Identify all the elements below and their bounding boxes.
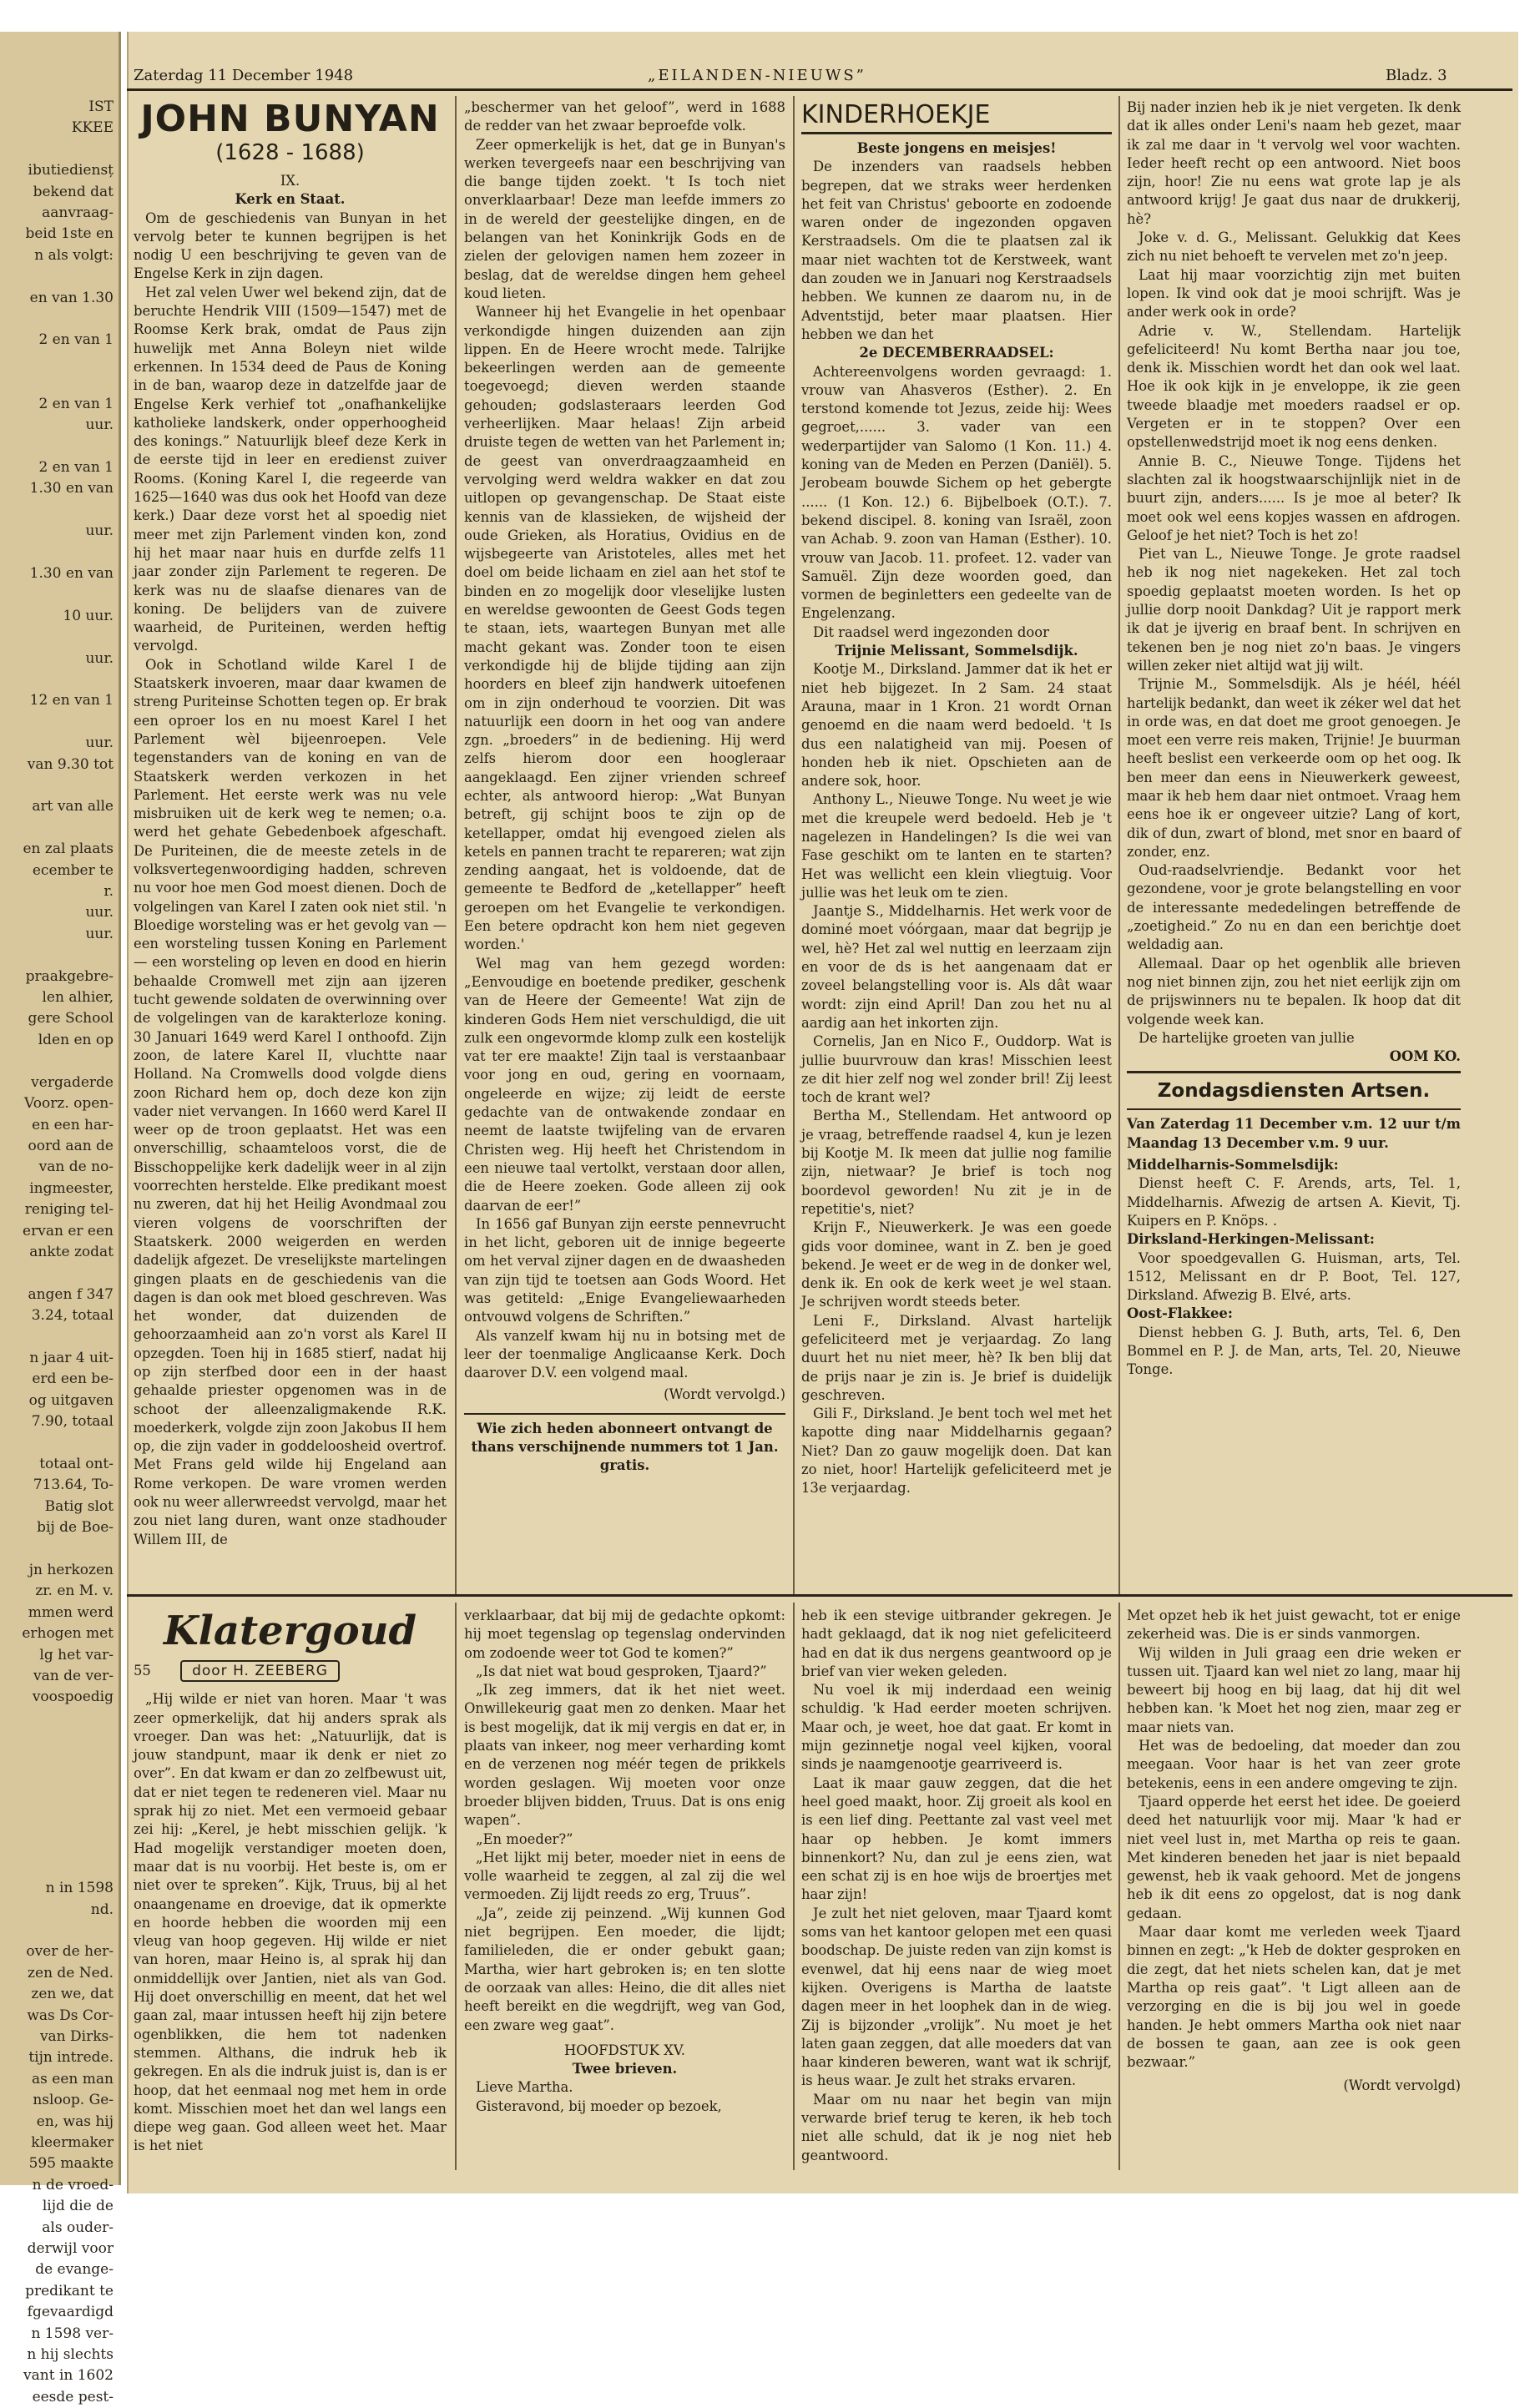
artsen-place: Oost-Flakkee: <box>1127 1305 1233 1322</box>
letter-reply: Annie B. C., Nieuwe Tonge. Tijdens het slachten zal ik hoogstwaarschijnlijk niet in de buurt zijn, anders...... Is je moe al beter? Ik moet ook wel eens kopjes wassen en afdrogen. Geloof je het niet? Toch is het zo! <box>1127 452 1461 543</box>
column-divider <box>455 1603 457 2170</box>
letter-reply: Laat hij maar voorzichtig zijn met buiten lopen. Ik vind ook dat je mooi schrijft. Was je ander werk ook in orde? <box>1127 266 1461 321</box>
kinderhoekje-column <box>801 98 1112 1498</box>
klatergoud-column-2 <box>464 1607 785 2116</box>
story-paragraph: Maar om nu naar het begin van mijn verwarde brief terug te keren, ik heb toch niet alle schuld, dat ik je nog niet heb geantwoord. <box>801 2091 1112 2163</box>
bunyan-part: IX. <box>280 173 300 189</box>
klatergoud-author: door H. ZEEBERG <box>180 1660 340 1682</box>
story-paragraph: Maar daar komt me verleden week Tjaard binnen en zegt: „'k Heb de dokter gesproken en die zegt, dat het niets schelen kan, dat je met Martha op reis gaat”. 't Ligt alleen aan de verzorging en die is bij jou wel in goede handen. Je hebt ommers Martha ook niet naar de bossen te gaan, aan zee is ook geen bezwaar.” <box>1127 1924 1461 2071</box>
bunyan-years: (1628 - 1688) <box>215 140 365 165</box>
header-rule <box>127 88 1512 91</box>
bunyan-paragraph: In 1656 gaf Bunyan zijn eerste pennevrucht in het licht, geboren uit de innige begeerte om het verval zijner dagen en de dwaasheden van zijn tijd te toetsen aan Gods Woord. Het was getiteld: „Enige Evangeliewaarheden ontvouwd volgens de Schriften.” <box>464 1215 785 1325</box>
bunyan-vervolg: (Wordt vervolgd.) <box>664 1386 785 1403</box>
previous-page-spine <box>0 32 121 2405</box>
bunyan-column-2 <box>464 98 785 1476</box>
letter-reply: Bij nader inzien heb ik je niet vergeten. Ik denk dat ik alles onder Leni's naam heb gezet, maar ik zal me daar in 't vervolg wel voor wachten. Ieder heeft recht op een antwoord. Niet boos zijn, hoor! Zie nu eens wat grote lap je als antwoord krijg! Je gaat dus naar de drukkerij, hè? <box>1127 99 1461 227</box>
kinderhoekje-column-2 <box>1127 98 1461 1380</box>
klatergoud-column-4 <box>1127 1607 1461 2096</box>
bunyan-paragraph: Om de geschiedenis van Bunyan in het vervolg beter te kunnen begrijpen is het nodig U een beschrijving te geven van de Engelse Kerk in zijn dagen. <box>134 210 447 282</box>
story-paragraph: „En moeder?” <box>476 1830 573 1847</box>
bunyan-paragraph: Wanneer hij het Evangelie in het openbaar verkondigde hingen duizenden aan zijn lippen. En de Heere wrocht mede. Talrijke bekeerlingen werden aan de gemeente toegevoegd; dieven werden staande gehouden; godslasteraars leerden God verheerlijken. Maar helaas! Zijn arbeid druiste tegen de wetten van het Parlement in; de geest van onverdraagzaamheid en vervolging werd weldra wakker en dat zou uitlopen op gevangenschap. De Staat eiste kennis van de klassieken, de wijsheid der oude Grieken, als Horatius, Ovidius en de wijsbegeerte van Aristoteles, alles met het doel om beide lichaam en ziel aan het stof te binden en zo mogelijk door vleselijke lusten en wereldse gewoonten de Geest Gods tegen te staan, iets, waartegen Bunyan met alle macht gekant was. Zonder toon te eisen verkondigde hij de blijde tijding aan zijn hoorders en bleef zijn handwerk uitoefenen om in zijn onderhoud te voorzien. Dit was natuurlijk een doorn in het oog van andere zgn. „broeders” in de bediening. Hij werd zelfs hierom door een hoogleraar aangeklaagd. Een zijner vrienden schreef echter, als antwoord hierop: „Wat Bunyan betreft, gij schijnt boos te zijn op de ketellapper, omdat hij evengoed zielen als ketels en pannen tracht te repareren; wat zijn zending aangaat, het is voldoende, dat de gemeente te Bedford de „ketellapper” heeft geroepen om het Evangelie te verkondigen. Een betere opdracht kon hem niet gegeven worden.' <box>464 304 785 953</box>
klatergoud-column-3 <box>801 1607 1112 2165</box>
raadsel-sender: Trijnie Melissant, Sommelsdijk. <box>835 643 1078 659</box>
story-paragraph: Nu voel ik mij inderdaad een weinig schuldig. 'k Had eerder moeten schrijven. Maar och, je weet, hoe dat gaat. Er komt in mijn gezinnetje nogal veel kijken, vooral sinds je naamgenootje gearriveerd is. <box>801 1682 1112 1773</box>
letter-reply: Kootje M., Dirksland. Jammer dat ik het er niet heb bijgezet. In 2 Sam. 24 staat Arauna, maar in 1 Kron. 21 wordt Ornan genoemd en die naam werd bedoeld. 't Is dus een nalatigheid van mij. Poesen of honden heb ik niet. Opschieten aan de andere sok, hoor. <box>801 661 1112 790</box>
bunyan-title: JOHN BUNYAN <box>140 98 440 140</box>
klatergoud-title: Klatergoud <box>163 1608 417 1654</box>
klatergoud-byline <box>134 1660 447 1682</box>
letter-reply: Piet van L., Nieuwe Tonge. Je grote raadsel heb ik nog niet nagekeken. Het zal toch spoedig geplaatst moeten worden. Is het op jullie dorp nooit Dankdag? Uit je rapport merk ik dat je ijverig en braaf bent. In schrijven en tekenen ben je nog niet zo'n baas. Je vingers willen zeker niet altijd wat jij wilt. <box>1127 546 1461 674</box>
column-divider <box>793 96 795 1594</box>
letter-reply: Adrie v. W., Stellendam. Hartelijk gefeliciteerd! Nu komt Bertha naar jou toe, denk ik. Misschien wordt het dan ook wel laat. Hoe ik ook kijk in je enveloppe, ik zie geen tweede blaadje met moeders raadsel er op. Vergeten er in te stoppen? Over een opstellenwedstrijd moet ik nog eens denken. <box>1127 322 1461 451</box>
letter-reply: Joke v. d. G., Melissant. Gelukkig dat Kees zich nu niet behoeft te vervelen met zo'n jeep. <box>1127 230 1461 265</box>
bunyan-paragraph: Als vanzelf kwam hij nu in botsing met de leer der toenmalige Anglicaanse Kerk. Doch daarover D.V. een volgend maal. <box>464 1327 785 1381</box>
letter-reply: Anthony L., Nieuwe Tonge. Nu weet je wie met die kreupele werd bedoeld. Heb je 't nagelezen in Handelingen? Is die wei van Fase geschikt om te lanten en te starten? Het was wellicht een klein vliegtuig. Voor jullie was het leuk om te zien. <box>801 791 1112 901</box>
story-paragraph: Met opzet heb ik het juist gewacht, tot er enige zekerheid was. Die is er sinds vanmorgen. <box>1127 1608 1461 1643</box>
header-paper-name: „EILANDEN-NIEUWS” <box>648 67 866 84</box>
artsen-place: Dirksland-Herkingen-Melissant: <box>1127 1231 1375 1248</box>
header-page-number: Bladz. 3 <box>1386 67 1447 84</box>
artsen-text: Dienst hebben G. J. Buth, arts, Tel. 6, Den Bommel en P. J. de Man, arts, Tel. 20, Nieuwe Tonge. <box>1127 1324 1461 1378</box>
chapter-title: HOOFDSTUK XV. <box>564 2042 685 2058</box>
story-paragraph: „Het lijkt mij beter, moeder niet in eens de volle waarheid te zeggen, al zal zij die wel vermoeden. Zij lijdt reeds zo erg, Truus”. <box>464 1849 785 1903</box>
artsen-period: Van Zaterdag 11 December v.m. 12 uur t/m Maandag 13 December v.m. 9 uur. <box>1127 1116 1461 1151</box>
story-paragraph: verklaarbaar, dat bij mij de gedachte opkomt: hij moet tegenslag op tegenslag ondervinden om zodoende weer tot God te komen?” <box>464 1608 785 1661</box>
letter-start: Gisteravond, bij moeder op bezoek, <box>476 2098 722 2114</box>
bunyan-section-title: Kerk en Staat. <box>235 191 346 208</box>
column-divider <box>1118 1603 1120 2170</box>
kinderhoekje-signature: OOM KO. <box>1389 1048 1461 1065</box>
bunyan-paragraph: Het zal velen Uwer wel bekend zijn, dat de beruchte Hendrik VIII (1509—1547) met de Roomse Kerk brak, omdat de Paus zijn huwelijk met Anna Boleyn niet wilde erkennen. In 1534 deed de Paus de Koning in de ban, waarop deze in datzelfde jaar de Engelse Kerk verhief tot „onafhankelijke katholieke landskerk, onder opperhoogheid des konings.” Natuurlijk bleef deze Kerk in de eerste tijd in leer en eredienst zuiver Rooms. (Koning Karel I, die regeerde van 1625—1640 was dus ook het Hoofd van deze kerk.) Daar deze vorst het al spoedig niet meer met zijn Parlement vinden kon, zond hij het maar naar huis en durfde zelfs 11 jaar zonder zijn Parlement te regeren. De kerk was nu de slaafse dienares van de koning. De belijders van de zuivere waarheid, de Puriteinen, werden heftig vervolgd. <box>134 284 447 654</box>
letter-reply: Gili F., Dirksland. Je bent toch wel met het kapotte ding naar Middelharnis gegaan? Niet? Dan zo gauw mogelijk doen. Dat kan zo niet, hoor! Hartelijk gefeliciteerd met je 13e verjaardag. <box>801 1406 1112 1497</box>
kinderhoekje-greeting: Beste jongens en meisjes! <box>856 140 1057 156</box>
bunyan-paragraph: Ook in Schotland wilde Karel I de Staatskerk invoeren, maar daar kwamen de streng Puriteinse Schotten tegen op. Er brak een oproer los en nu moest Karel I het Parlement wèl bijeenroepen. Vele tegenstanders van de koning en van de Staatskerk werden verkozen in het Parlement. Het eerste werk was nu vele misbruiken uit de kerk weg te nemen; o.a. werd het gehate Gebedenboek afgeschaft. De Puriteinen, die de meeste zetels in de volksvertegenwoordiging hadden, schreven nu voor hoe men God moest dienen. Doch de volgelingen van Karel I zaten ook niet stil. 'n Bloedige worsteling was er het gevolg van — een worsteling tussen Koning en Parlement — een worsteling op leven en dood en hierin behaalde Cromwell met zijn aan ijzeren tucht gewende soldaten de overwinning over de volgelingen van de karakterloze koning. 30 Januari 1649 werd Karel I onthoofd. Zijn zoon, de latere Karel II, vluchtte naar Holland. Na Cromwells dood volgde diens zoon Richard hem op, doch deze kon zijn vader niet vervangen. In 1660 werd Karel II weer op de troon geplaatst. Het was een onverschillig, schaamteloos vorst, die de Bisschoppelijke kerk dadelijk weer in al zijn voorrechten herstelde. Elke predikant moest nu zweren, dat hij het Heilig Avondmaal zou vieren volgens de voorschriften der Staatskerk. 2000 weigerden en werden dadelijk afgezet. De vreselijkste martelingen gingen plaats en de geschiedenis van die dagen is dan ook met bloed geschreven. Was het wonder, dat duizenden de gehoorzaamheid aan zo'n vorst als Karel II opzegden. Toen hij in 1685 stierf, nadat hij op zijn sterfbed door een in der haast gehaalde priester opgenomen was in de schoot der alleenzaligmakende R.K. moederkerk, volgde zijn zoon Jakobus II hem op, die zijn vader in goddeloosheid overtrof. Met Frans geld wilde hij Engeland aan Rome verkopen. De ware vromen werden ook nu weer allerwreedst vervolgd, maar het zou niet lang duren, want onze stadhouder Willem III, de <box>134 656 447 1547</box>
story-paragraph: Tjaard opperde het eerst het idee. De goeierd deed het natuurlijk voor mij. Maar 'k had er niet veel lust in, met Martha op reis te gaan. Met kinderen beneden het jaar is niet bepaald gewenst, heb ik vaak gehoord. Met de jongens heb ik dit eens zo opgelost, dat is nog dank gedaan. <box>1127 1793 1461 1921</box>
klatergoud-mark: 55 <box>134 1663 151 1679</box>
scan-top-margin <box>0 0 1540 33</box>
raadsel-sender-line: Dit raadsel werd ingezonden door <box>813 623 1049 640</box>
letter-reply: Trijnie M., Sommelsdijk. Als je héél, héél hartelijk bedankt, dan weet ik zéker wel dat het in orde was, en dat doet me groot genoegen. Je moet een verre reis maken, Trijnie! Je buurman heeft beslist een verkeerde oom op het oog. Ik ben meer dan eens in Nieuwerkerk geweest, maar ik heb hem daar niet ontmoet. Vraag hem eens hoe ik er ongeveer uitzie? Lang of kort, dik of dun, zwart of blond, met snor en baard of zonder, enz. <box>1127 676 1461 860</box>
artsen-place: Middelharnis-Sommelsdijk: <box>1127 1157 1339 1174</box>
story-paragraph: Wij wilden in Juli graag een drie weken er tussen uit. Tjaard kan wel niet zo lang, maar hij beweert bij hoog en bij laag, dat hij dit wel hebben kan. 'k Moet het nog zien, maar zeg er maar niets van. <box>1127 1644 1461 1735</box>
letter-salutation: Lieve Martha. <box>476 2079 573 2096</box>
klatergoud-column-1 <box>134 1607 447 2156</box>
header-date: Zaterdag 11 December 1948 <box>134 67 354 84</box>
story-paragraph: „Hij wilde er niet van horen. Maar 't was zeer opmerkelijk, dat hij anders sprak als vroeger. Dan was het: „Natuurlijk, dat is jouw standpunt, maar ik denk er niet zo over”. En dat kwam er dan zo zelfbewust uit, dat er niet tegen te redeneren viel. Maar nu sprak hij zo niet. Met een vermoeid gebaar zei hij: „Kerel, je hebt misschien gelijk. 'k Had mogelijk verstandiger moeten doen, maar dat is nu voorbij. Het beste is, om er niet over te spreken”. Kijk, Truus, bij al het onaangename en droevige, dat ik opmerkte en hoorde hebben die woorden mij een vleug van hoop gegeven. Hij wilde er niet van horen, maar Heino is, al sprak hij dan onmiddellijk over Jantien, niet als van God. Hij doet onverschillig en meent, dat het wel gaan zal, maar intussen heeft hij zijn betere ogenblikken, die hem tot nadenken stemmen. Althans, die indruk heb ik gekregen. En als die indruk juist is, dan is er hoop, dat het eenmaal nog met hem in orde komt. Misschien moet het dan wel langs een diepe weg gaan. God alleen weet het. Maar is het niet <box>134 1691 447 2154</box>
section-rule <box>127 1594 1512 1597</box>
column-divider <box>793 1603 795 2170</box>
letter-reply: Leni F., Dirksland. Alvast hartelijk gefeliciteerd met je verjaardag. Zo lang duurt het nu niet meer, hè? Ik ben blij dat de prijs naar je zin is. Je brief is duidelijk geschreven. <box>801 1312 1112 1403</box>
letter-reply: Oud-raadselvriendje. Bedankt voor het gezondene, voor je grote belangstelling en voor de interessante mededelingen betreffende de „zoetigheid.” Zo nu en dan een berichtje doet weldadig aan. <box>1127 862 1461 953</box>
kinderhoekje-closing: De hartelijke groeten van jullie <box>1139 1029 1355 1046</box>
bunyan-paragraph: Wel mag van hem gezegd worden: „Eenvoudige en boetende prediker, geschenk van de Heere der Gemeente! Wat zijn de kinderen Gods Hem niet verschuldigd, die uit zulk een ongevormde klomp zulk een kostelijk vat ter ere maakte! Zijn taal is verstaanbaar voor jong en oud, gering en voornaam, ongeleerde en wijze; zij leidt de eerste gedachte van de ontwakende zondaar en neemt de laatste twijfeling van de ervaren Christen weg. Hij heeft het Christendom in een nieuwe taal vertolkt, verstaan door allen, die de Heere zoeken. Gode alleen zij ook daarvan de eer!” <box>464 955 785 1214</box>
story-paragraph: „Is dat niet wat boud gesproken, Tjaard?” <box>476 1663 767 1679</box>
spine-text: IST KKEE ibutiediensț bekend dat aanvraag- beid 1ste en n als volgt: en van 1.30 2 en van 1 2 en van 1 uur. 2 en van 1 1.30 en van uur. 1.30 en van 10 uur. uur. 12 en van 1 uur. van 9.30 tot art van alle en zal plaats ecember te r. uur. uur. praakgebre- len alhier, gere School lden en op vergaderde Voorz. open- en een har- oord aan de van de no- ingmeester, reniging tel- ervan er een ankte zodat angen f 347 3.24, totaal n jaar 4 uit- erd een be- og uitgaven 7.90, totaal totaal ont- 713.64, To- Batig slot bij de Boe- jn herkozen zr. en M. v. mmen werd erhogen met lg het var- van de ver- voospoedig n in 1598 nd. over de her- zen de Ned. zen we, dat was Ds Cor- van Dirks- tijn intrede. as een man nsloop. Ge- en, was hij kleermaker 595 maakte n de vroed- lijd die de als ouder- derwijl voor de evange- predikant te fgevaardigd n 1598 ver- n hij slechts vant in 1602 eesde pest- <box>22 98 114 2405</box>
artsen-text: Dienst heeft C. F. Arends, arts, Tel. 1, Middelharnis. Afwezig de artsen A. Kievit, Tj. Kuipers en P. Knöps. . <box>1127 1175 1461 1229</box>
klatergoud-vervolg: (Wordt vervolgd) <box>1343 2077 1461 2094</box>
artsen-text: Voor spoedgevallen G. Huisman, arts, Tel. 1512, Melissant en dr P. Boot, Tel. 127, Dirksland. Afwezig B. Elvé, arts. <box>1127 1249 1461 1304</box>
bunyan-column-1 <box>134 98 447 1549</box>
column-divider <box>1118 96 1120 1594</box>
story-paragraph: Je zult het niet geloven, maar Tjaard komt soms van het kantoor gelopen met een quasi boodschap. De juiste reden van zijn komst is evenwel, dat hij eens naar de wieg moet kijken. Overigens is Martha de laatste dagen meer in het loophek dan in de wieg. Zij is bijzonder „vrolijk”. Nu moet je het laten gaan zeggen, dat alle moeders dat van haar kinderen beweren, want wat ik schrijf, is heus waar. Je zult het straks ervaren. <box>801 1905 1112 2089</box>
subscription-notice: Wie zich heden abonneert ontvangt de thans verschijnende nummers tot 1 Jan. gratis. <box>464 1413 785 1476</box>
story-paragraph: Het was de bedoeling, dat moeder dan zou meegaan. Voor haar is het van zeer grote betekenis, eens in een andere omgeving te zijn. <box>1127 1738 1461 1791</box>
bunyan-paragraph: Zeer opmerkelijk is het, dat ge in Bunyan's werken tevergeefs naar een beschrijving van die bange tijden zoekt. 't Is toch niet onverklaarbaar! Deze man leefde immers zo in de wereld der geestelijke dingen, en de belangen van het Koninkrijk Gods en de zielen der gelovigen namen hem zozeer in beslag, dat de wereldse dingen hem geheel koud lieten. <box>464 136 785 301</box>
letter-reply: Cornelis, Jan en Nico F., Ouddorp. Wat is jullie buurvrouw dan kras! Misschien leest ze dit hier zelf nog wel zonder bril! Zij leest toch de krant wel? <box>801 1033 1112 1106</box>
bunyan-paragraph: „beschermer van het geloof”, werd in 1688 de redder van het zwaar beproefde volk. <box>464 99 785 134</box>
story-paragraph: heb ik een stevige uitbrander gekregen. Je hadt geklaagd, dat ik nog niet gefeliciteerd had en dat ik dus nergens geantwoord op je brief van vier weken geleden. <box>801 1608 1112 1679</box>
story-paragraph: „Ja”, zeide zij peinzend. „Wij kunnen God niet begrijpen. Een moeder, die lijdt; familieleden, die er onder gebukt gaan; Martha, wier hart gebroken is; en ten slotte de oorzaak van alles: Heino, die dit alles niet heeft bereikt en die wegdrijft, weg van God, een zware weg gaat”. <box>464 1905 785 2033</box>
letter-reply: Bertha M., Stellendam. Het antwoord op je vraag, betreffende raadsel 4, kun je lezen bij Kootje M. Ik meen dat jullie nog familie zijn, nietwaar? Je brief is toch nog boordevol geworden! Nu zit je in de repetitie's, niet? <box>801 1108 1112 1217</box>
raadsel-text: Achtereenvolgens worden gevraagd: 1. vrouw van Ahasveros (Esther). 2. En terstond komende tot Jezus, zeide hij: Wees gegroet,...... 3. vader van een wederpartijder van Salomo (1 Kon. 11.) 4. koning van de Meden en Perzen (Daniël). 5. Jerobeam bouwde Sichem op het gebergte ...... (1 Kon. 12.) 6. Bijbelboek (O.T.). 7. bekend discipel. 8. koning van Israël, zoon van Achab. 9. zoon van Haman (Esther). 10. vrouw van Jacob. 11. profeet. 12. vader van Samuël. Zijn deze woorden goed, dan vormen de beginletters een gedeelte van de Engelenzang. <box>801 363 1112 622</box>
column-divider <box>455 96 457 1594</box>
kinderhoekje-intro: De inzenders van raadsels hebben begrepen, dat we straks weer herdenken het feit van Christus' geboorte en zodoende waren onder de ingezonden opgaven Kerstraadsels. Om die te plaatsen zal ik maar niet wachten tot de Kerstweek, want dan zouden we in Januari nog Kerstraadsels hebben. We kunnen ze daarom nu, in de Adventstijd, beter maar plaatsen. Hier hebben we dan het <box>801 159 1112 342</box>
kinderhoekje-title: KINDERHOEKJE <box>801 98 1112 134</box>
raadsel-title: 2e DECEMBERRAADSEL: <box>859 345 1054 361</box>
chapter-subtitle: Twee brieven. <box>572 2061 678 2077</box>
letter-reply: Krijn F., Nieuwerkerk. Je was een goede gids voor dominee, want in Z. ben je goed bekend. Je weet er de weg in de donker wel, denk ik. En ook de kerk weet je wel staan. Je schrijven wordt steeds beter. <box>801 1219 1112 1310</box>
story-paragraph: „Ik zeg immers, dat ik het niet weet. Onwillekeurig gaat men zo denken. Maar het is best mogelijk, dat ik mij vergis en dat er, in plaats van inkeer, nog meer verharding komt en de verzenen nog méér tegen de prikkels worden geslagen. Wij moeten voor onze broeder blijven bidden, Truus. Dat is ons enig wapen”. <box>464 1682 785 1829</box>
artsen-title: Zondagsdiensten Artsen. <box>1127 1071 1461 1110</box>
story-paragraph: Laat ik maar gauw zeggen, dat die het heel goed maakt, hoor. Zij groeit als kool en is een lief ding. Peettante zal vast veel met haar op hebben. Je komt immers binnenkort? Nu, dan zul je eens zien, wat een schat zij is en hoe wijs de broertjes met haar zijn! <box>801 1774 1112 1903</box>
letter-reply: Jaantje S., Middelharnis. Het werk voor de dominé moet vóórgaan, maar dat begrijp je wel, hè? Het zal wel nuttig en leerzaam zijn en voor de ds is het aangenaam dat er zoveel belangstelling voor is. Als dât waar wordt: zijn eind April! Dan zou het nu al aardig aan het inkorten zijn. <box>801 903 1112 1031</box>
letter-reply: Allemaal. Daar op het ogenblik alle brieven nog niet binnen zijn, zou het niet eerlijk zijn om de prijswinners nu te bepalen. Ik hoop dat dit volgende week kan. <box>1127 955 1461 1027</box>
